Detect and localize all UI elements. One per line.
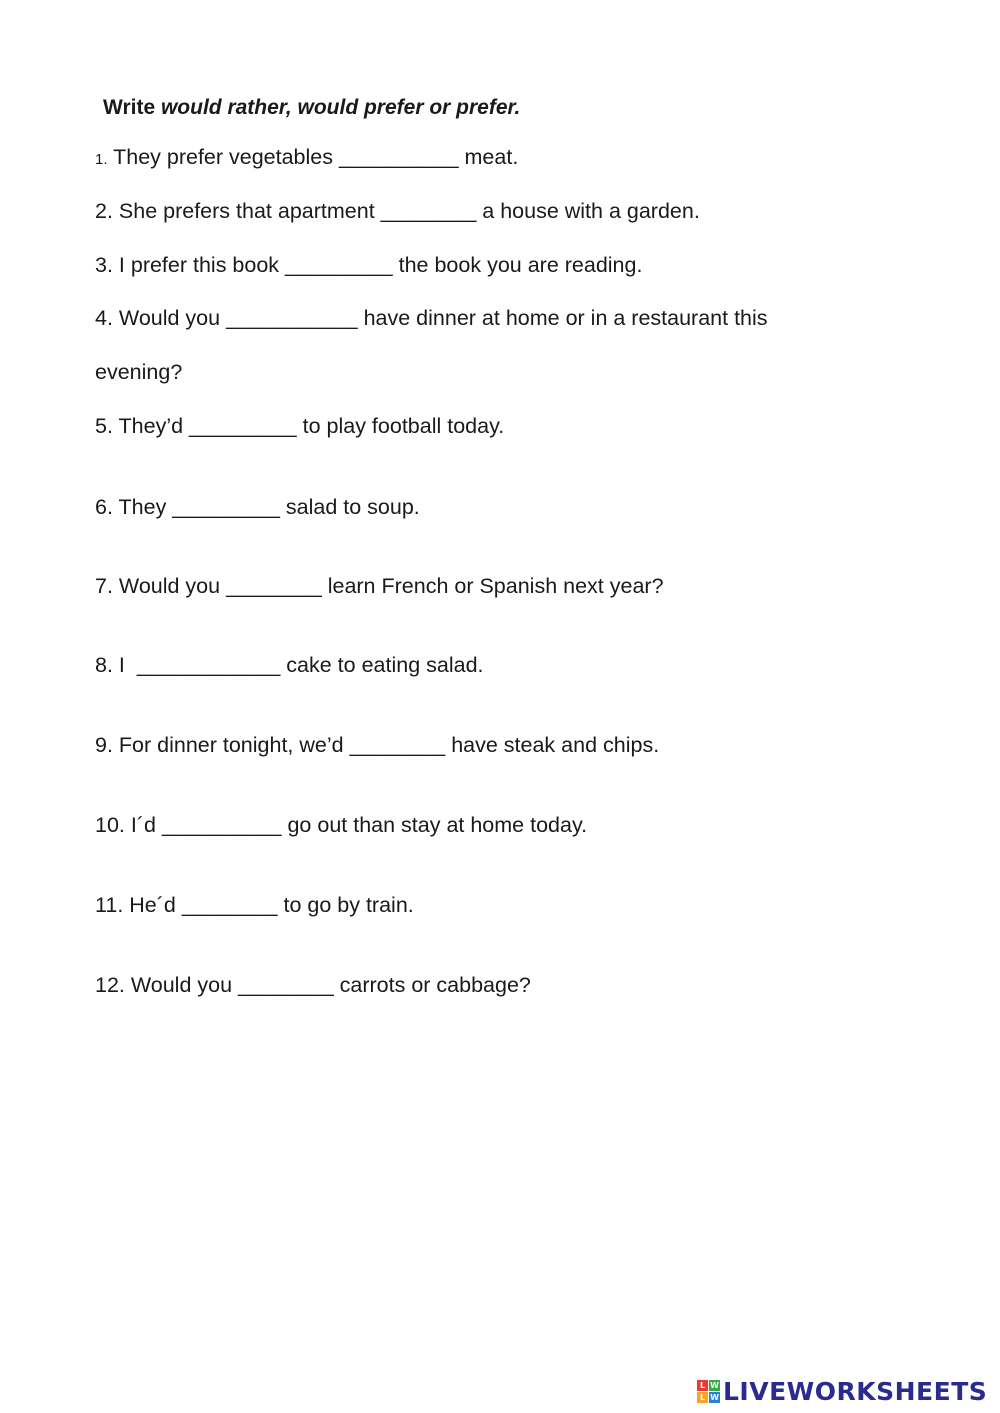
item-number: 4. [95,306,113,330]
item-text: They prefer vegetables __________ meat. [107,145,519,169]
item-text: I ____________ cake to eating salad. [112,653,484,677]
item-number: 5. [95,414,113,438]
item-text: Would you ___________ have dinner at home or in a restaurant this [112,306,768,330]
instruction-prefix: Write [103,96,161,119]
item-text: I prefer this book _________ the book you are reading. [112,253,643,277]
item-number: 8. [95,653,113,677]
item-number: 6. [95,495,113,519]
instruction-heading [103,96,520,120]
item-text: Would you ________ learn French or Spanish next year? [112,574,664,598]
item-number: 11. [95,893,124,917]
logo-text: LIVEWORKSHEETS [723,1377,988,1406]
item-text: They _________ salad to soup. [112,495,420,519]
item-number: 1. [95,151,108,168]
exercise-item-2 [95,198,700,224]
logo-mark-cell: W [710,1393,719,1402]
exercise-item-12 [95,972,531,998]
logo-mark-cell: L [697,1392,708,1403]
liveworksheets-logo [697,1377,987,1406]
item-text: evening? [95,360,183,384]
item-text: I´d __________ go out than stay at home today. [124,813,588,837]
item-number: 9. [95,733,113,757]
item-text: She prefers that apartment ________ a house with a garden. [112,199,700,223]
exercise-item-4 [95,305,768,331]
item-number: 10. [95,813,125,837]
exercise-item-6 [95,494,420,520]
exercise-item-5 [95,413,504,439]
instruction-emphasis: would rather, would prefer or prefer. [160,96,521,119]
exercise-item-1 [95,144,518,173]
exercise-item-10 [95,812,587,838]
exercise-item-8 [95,652,484,678]
logo-mark-icon [697,1380,720,1403]
exercise-item-11 [95,892,414,918]
item-number: 3. [95,253,113,277]
item-number: 12. [95,973,125,997]
exercise-item-4-continuation [95,359,182,385]
item-text: For dinner tonight, we’d ________ have steak and chips. [112,733,660,757]
exercise-item-7 [95,573,664,599]
item-number: 2. [95,199,113,223]
exercise-item-3 [95,252,642,278]
logo-mark-cell: W [710,1381,719,1390]
item-text: They’d _________ to play football today. [112,414,505,438]
item-text: He´d ________ to go by train. [123,893,414,917]
exercise-item-9 [95,732,659,758]
item-text: Would you ________ carrots or cabbage? [124,973,531,997]
logo-mark-cell: L [697,1380,708,1391]
item-number: 7. [95,574,113,598]
